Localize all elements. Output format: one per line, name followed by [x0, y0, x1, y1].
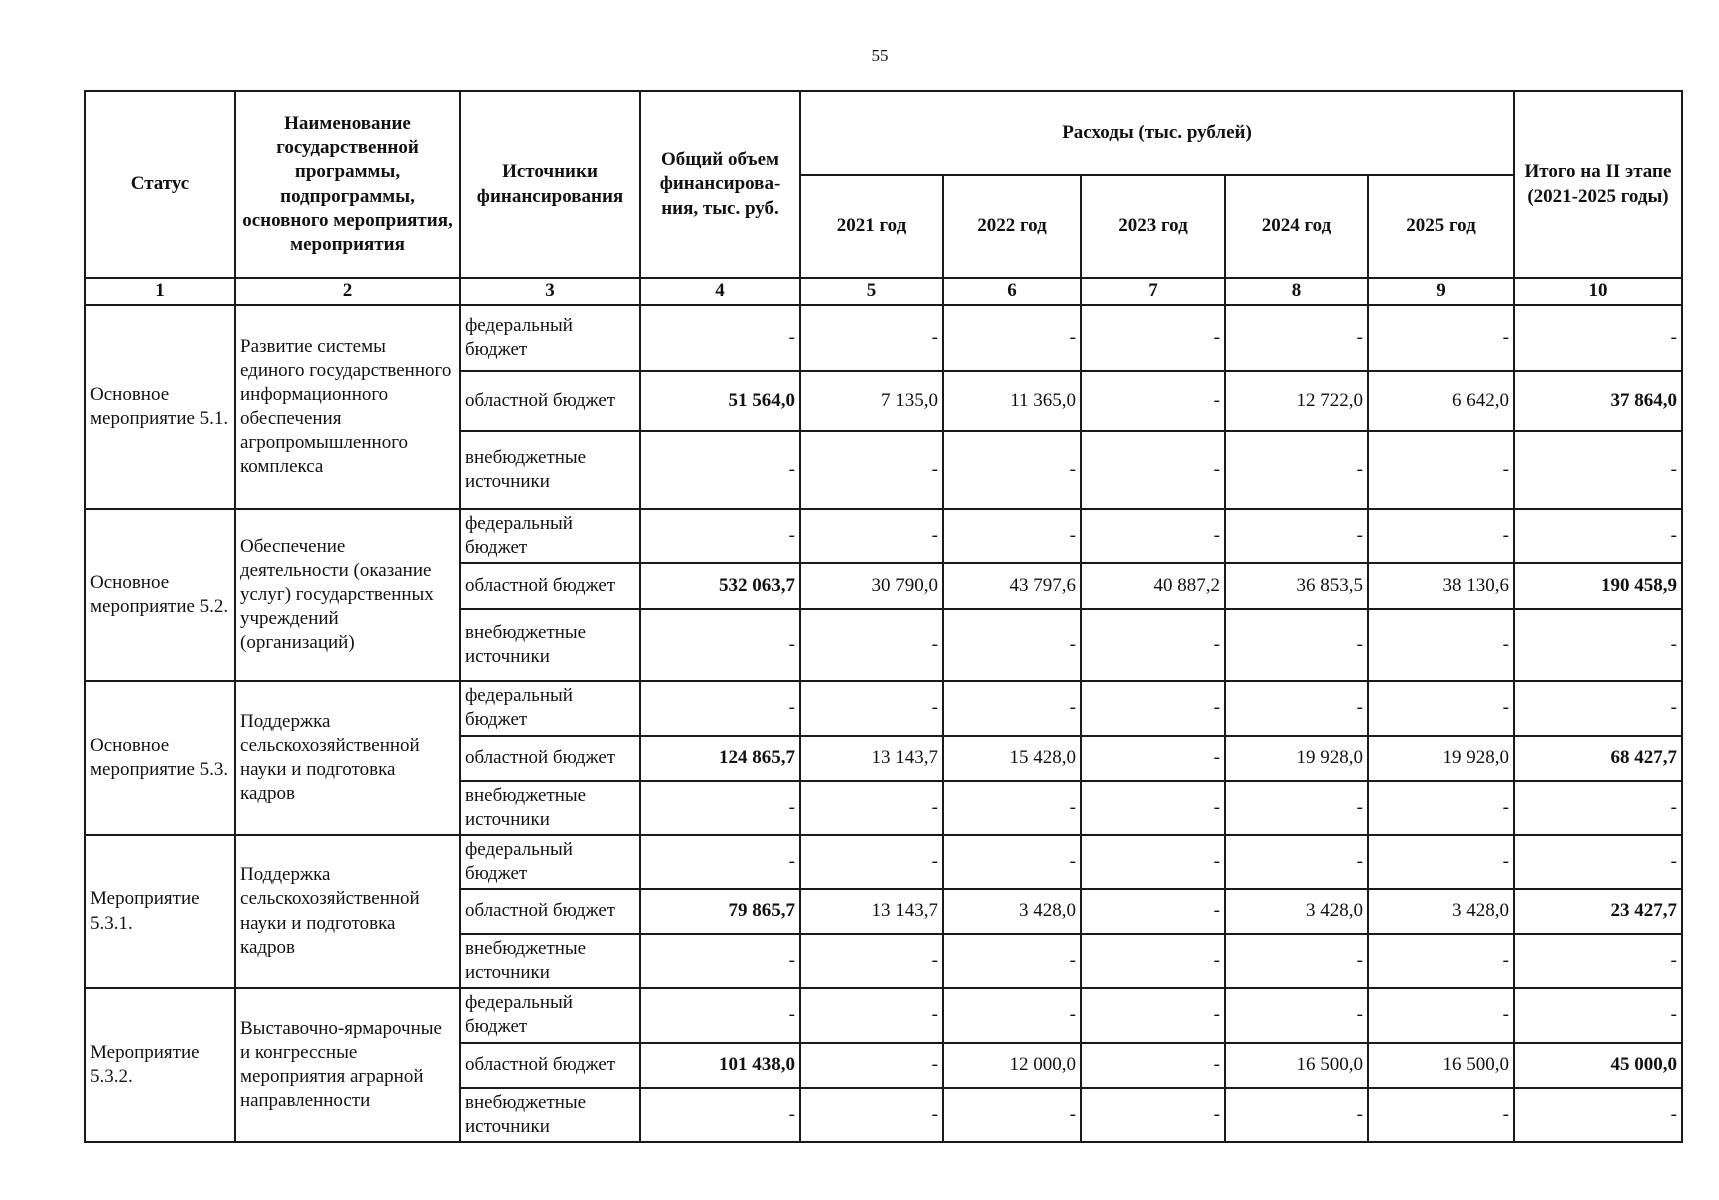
- year-cell: -: [1081, 736, 1225, 781]
- source-cell: федеральный бюджет: [460, 509, 640, 563]
- source-cell: федеральный бюджет: [460, 835, 640, 889]
- year-cell: 19 928,0: [1368, 736, 1514, 781]
- year-cell: -: [943, 988, 1081, 1042]
- year-cell: 3 428,0: [1225, 889, 1368, 934]
- year-cell: -: [800, 934, 943, 988]
- year-cell: -: [1225, 431, 1368, 509]
- year-cell: -: [943, 609, 1081, 681]
- year-cell: -: [1081, 835, 1225, 889]
- stage-total-cell: -: [1514, 1088, 1682, 1142]
- year-cell: -: [1225, 305, 1368, 371]
- year-cell: -: [1368, 1088, 1514, 1142]
- total-cell: 124 865,7: [640, 736, 800, 781]
- source-cell: федеральный бюджет: [460, 305, 640, 371]
- year-cell: -: [1368, 781, 1514, 835]
- stage-total-cell: -: [1514, 934, 1682, 988]
- year-cell: 7 135,0: [800, 371, 943, 431]
- status-cell: Основное мероприятие 5.2.: [85, 509, 235, 681]
- source-cell: областной бюджет: [460, 563, 640, 609]
- financing-table: [84, 90, 1683, 1143]
- stage-total-cell: -: [1514, 305, 1682, 371]
- total-cell: 79 865,7: [640, 889, 800, 934]
- header-year: 2024 год: [1225, 175, 1368, 278]
- year-cell: 15 428,0: [943, 736, 1081, 781]
- year-cell: -: [800, 509, 943, 563]
- total-cell: -: [640, 934, 800, 988]
- block-5-2: [85, 509, 1682, 681]
- source-cell: областной бюджет: [460, 371, 640, 431]
- table-row: [85, 835, 1682, 889]
- table-row: [85, 681, 1682, 735]
- year-cell: 16 500,0: [1225, 1043, 1368, 1088]
- total-cell: -: [640, 609, 800, 681]
- year-cell: -: [800, 781, 943, 835]
- header-expenses: Расходы (тыс. рублей): [800, 91, 1514, 175]
- block-5-3-2: [85, 988, 1682, 1142]
- header-year: 2022 год: [943, 175, 1081, 278]
- year-cell: 30 790,0: [800, 563, 943, 609]
- table-row: [85, 509, 1682, 563]
- year-cell: 3 428,0: [943, 889, 1081, 934]
- column-number: 4: [640, 278, 800, 305]
- table-row: [85, 305, 1682, 371]
- year-cell: -: [1368, 835, 1514, 889]
- year-cell: -: [1081, 681, 1225, 735]
- name-cell: Поддержка сельскохозяйственной науки и подготовка кадров: [235, 835, 460, 989]
- stage-total-cell: -: [1514, 781, 1682, 835]
- header-name: Наименование государственной программы, подпрограммы, основного мероприятия, мероприятия: [235, 91, 460, 278]
- stage-total-cell: -: [1514, 509, 1682, 563]
- year-cell: -: [800, 305, 943, 371]
- year-cell: -: [1368, 609, 1514, 681]
- year-cell: -: [1225, 681, 1368, 735]
- total-cell: 101 438,0: [640, 1043, 800, 1088]
- stage-total-cell: -: [1514, 681, 1682, 735]
- year-cell: -: [1368, 681, 1514, 735]
- year-cell: 3 428,0: [1368, 889, 1514, 934]
- total-cell: -: [640, 1088, 800, 1142]
- year-cell: -: [943, 781, 1081, 835]
- year-cell: -: [1225, 609, 1368, 681]
- stage-total-cell: -: [1514, 431, 1682, 509]
- block-5-1: [85, 305, 1682, 509]
- column-number: 2: [235, 278, 460, 305]
- source-cell: областной бюджет: [460, 736, 640, 781]
- year-cell: -: [1225, 835, 1368, 889]
- year-cell: -: [943, 509, 1081, 563]
- year-cell: -: [1225, 934, 1368, 988]
- column-number: 6: [943, 278, 1081, 305]
- total-cell: -: [640, 781, 800, 835]
- year-cell: 12 000,0: [943, 1043, 1081, 1088]
- year-cell: -: [800, 835, 943, 889]
- year-cell: -: [943, 835, 1081, 889]
- page-number: 55: [871, 46, 889, 65]
- total-cell: -: [640, 988, 800, 1042]
- year-cell: -: [1225, 1088, 1368, 1142]
- name-cell: Развитие системы единого государственного информационного обеспечения агропромышленного комплекса: [235, 305, 460, 509]
- year-cell: 43 797,6: [943, 563, 1081, 609]
- column-number: 7: [1081, 278, 1225, 305]
- block-5-3: [85, 681, 1682, 835]
- year-cell: 6 642,0: [1368, 371, 1514, 431]
- total-cell: -: [640, 681, 800, 735]
- block-5-3-1: [85, 835, 1682, 989]
- year-cell: -: [800, 681, 943, 735]
- year-cell: 13 143,7: [800, 889, 943, 934]
- header-row-1: [85, 91, 1682, 175]
- name-cell: Обеспечение деятельности (оказание услуг) государственных учреждений (организаций): [235, 509, 460, 681]
- year-cell: -: [1081, 609, 1225, 681]
- year-cell: 12 722,0: [1225, 371, 1368, 431]
- year-cell: -: [1081, 1043, 1225, 1088]
- header-status: Статус: [85, 91, 235, 278]
- year-cell: -: [1081, 371, 1225, 431]
- year-cell: -: [1368, 305, 1514, 371]
- total-cell: -: [640, 305, 800, 371]
- year-cell: 19 928,0: [1225, 736, 1368, 781]
- year-cell: 38 130,6: [1368, 563, 1514, 609]
- total-cell: -: [640, 431, 800, 509]
- year-cell: -: [943, 431, 1081, 509]
- source-cell: федеральный бюджет: [460, 988, 640, 1042]
- name-cell: Поддержка сельскохозяйственной науки и подготовка кадров: [235, 681, 460, 835]
- year-cell: 16 500,0: [1368, 1043, 1514, 1088]
- year-cell: -: [1368, 934, 1514, 988]
- year-cell: 11 365,0: [943, 371, 1081, 431]
- year-cell: -: [1225, 988, 1368, 1042]
- year-cell: -: [1081, 1088, 1225, 1142]
- year-cell: -: [800, 431, 943, 509]
- stage-total-cell: 68 427,7: [1514, 736, 1682, 781]
- status-cell: Мероприятие 5.3.2.: [85, 988, 235, 1142]
- status-cell: Мероприятие 5.3.1.: [85, 835, 235, 989]
- column-number: 10: [1514, 278, 1682, 305]
- stage-total-cell: -: [1514, 988, 1682, 1042]
- column-number: 8: [1225, 278, 1368, 305]
- year-cell: -: [1081, 305, 1225, 371]
- header-sources: Источники финансирования: [460, 91, 640, 278]
- header-year: 2025 год: [1368, 175, 1514, 278]
- source-cell: областной бюджет: [460, 1043, 640, 1088]
- source-cell: внебюджетные источники: [460, 934, 640, 988]
- status-cell: Основное мероприятие 5.1.: [85, 305, 235, 509]
- year-cell: -: [800, 988, 943, 1042]
- year-cell: -: [1225, 781, 1368, 835]
- source-cell: внебюджетные источники: [460, 1088, 640, 1142]
- source-cell: внебюджетные источники: [460, 781, 640, 835]
- year-cell: -: [1368, 509, 1514, 563]
- year-cell: -: [800, 609, 943, 681]
- stage-total-cell: -: [1514, 609, 1682, 681]
- year-cell: -: [943, 934, 1081, 988]
- year-cell: -: [1225, 509, 1368, 563]
- year-cell: -: [1081, 509, 1225, 563]
- year-cell: -: [1081, 781, 1225, 835]
- year-cell: -: [943, 681, 1081, 735]
- total-cell: 532 063,7: [640, 563, 800, 609]
- total-cell: -: [640, 509, 800, 563]
- year-cell: -: [1081, 934, 1225, 988]
- year-cell: -: [1368, 988, 1514, 1042]
- header-year: 2023 год: [1081, 175, 1225, 278]
- year-cell: -: [800, 1088, 943, 1142]
- source-cell: внебюджетные источники: [460, 431, 640, 509]
- stage-total-cell: 190 458,9: [1514, 563, 1682, 609]
- source-cell: областной бюджет: [460, 889, 640, 934]
- year-cell: -: [1368, 431, 1514, 509]
- year-cell: -: [1081, 988, 1225, 1042]
- header-year: 2021 год: [800, 175, 943, 278]
- stage-total-cell: -: [1514, 835, 1682, 889]
- column-number: 5: [800, 278, 943, 305]
- stage-total-cell: 45 000,0: [1514, 1043, 1682, 1088]
- year-cell: -: [943, 305, 1081, 371]
- year-cell: -: [1081, 431, 1225, 509]
- year-cell: -: [800, 1043, 943, 1088]
- header-stage-total: Итого на II этапе (2021-2025 годы): [1514, 91, 1682, 278]
- year-cell: -: [943, 1088, 1081, 1142]
- year-cell: 36 853,5: [1225, 563, 1368, 609]
- year-cell: -: [1081, 889, 1225, 934]
- stage-total-cell: 23 427,7: [1514, 889, 1682, 934]
- column-number: 1: [85, 278, 235, 305]
- header-total: Общий объем финансирова-ния, тыс. руб.: [640, 91, 800, 278]
- status-cell: Основное мероприятие 5.3.: [85, 681, 235, 835]
- name-cell: Выставочно-ярмарочные и конгрессные мероприятия аграрной направленности: [235, 988, 460, 1142]
- year-cell: 13 143,7: [800, 736, 943, 781]
- stage-total-cell: 37 864,0: [1514, 371, 1682, 431]
- total-cell: -: [640, 835, 800, 889]
- total-cell: 51 564,0: [640, 371, 800, 431]
- source-cell: внебюджетные источники: [460, 609, 640, 681]
- source-cell: федеральный бюджет: [460, 681, 640, 735]
- column-number-row: [85, 278, 1682, 305]
- table-row: [85, 988, 1682, 1042]
- column-number: 3: [460, 278, 640, 305]
- year-cell: 40 887,2: [1081, 563, 1225, 609]
- column-number: 9: [1368, 278, 1514, 305]
